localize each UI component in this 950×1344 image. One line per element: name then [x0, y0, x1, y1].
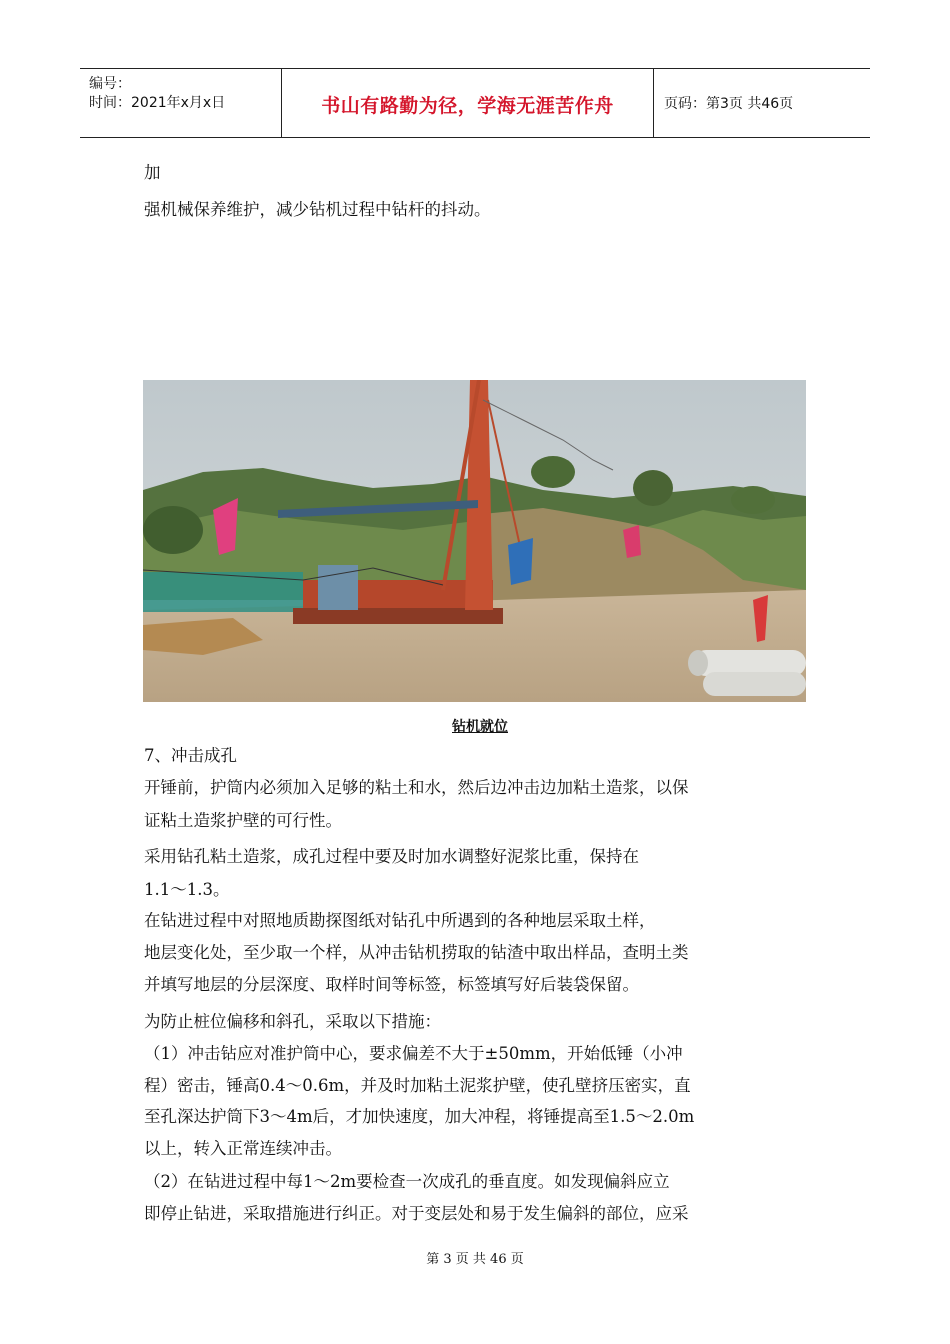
body-line: 程）密击，锤高0.4～0.6m，并及时加粘土泥浆护壁，使孔壁挤压密实，直 — [144, 1076, 691, 1095]
body-line: 为防止桩位偏移和斜孔，采取以下措施： — [144, 1012, 441, 1031]
header-meta-cell — [80, 69, 282, 137]
body-line: 开锤前，护筒内必须加入足够的粘土和水，然后边冲击边加粘土造浆，以保 — [144, 778, 689, 797]
header-motto-cell — [282, 69, 654, 137]
body-line: 加 — [144, 163, 161, 182]
page-header — [80, 68, 870, 138]
body-line: 地层变化处，至少取一个样，从冲击钻机捞取的钻渣中取出样品，查明土类 — [144, 943, 689, 962]
date-label: 时间：2021年x月x日 — [89, 95, 226, 111]
body-line: 至孔深达护筒下3～4m后，才加快速度，加大冲程，将锤提高至1.5～2.0m — [144, 1107, 695, 1126]
page-footer: 第 3 页 共 46 页 — [426, 1252, 524, 1267]
body-line: 1.1～1.3。 — [144, 880, 230, 899]
motto-text: 书山有路勤为径，学海无涯苦作舟 — [321, 95, 614, 117]
header-page-cell — [654, 69, 870, 137]
body-line: （1）冲击钻应对准护筒中心，要求偏差不大于±50mm，开始低锤（小冲 — [144, 1044, 683, 1063]
body-line: 强机械保养维护，减少钻机过程中钻杆的抖动。 — [144, 200, 491, 219]
page-number-label: 页码：第3页 共46页 — [664, 96, 794, 112]
body-line: 即停止钻进，采取措施进行纠正。对于变层处和易于发生偏斜的部位，应采 — [144, 1204, 689, 1223]
body-line: 采用钻孔粘土造浆，成孔过程中要及时加水调整好泥浆比重，保持在 — [144, 847, 639, 866]
body-line: 在钻进过程中对照地质勘探图纸对钻孔中所遇到的各种地层采取土样， — [144, 911, 656, 930]
serial-number-label: 编号： — [89, 76, 131, 92]
section-title: 7、冲击成孔 — [144, 746, 237, 765]
photo-caption: 钻机就位 — [452, 719, 508, 735]
drilling-rig-photo — [143, 380, 806, 702]
body-line: （2）在钻进过程中每1～2m要检查一次成孔的垂直度。如发现偏斜应立 — [144, 1172, 670, 1191]
body-line: 证粘土造浆护壁的可行性。 — [144, 811, 342, 830]
body-line: 并填写地层的分层深度、取样时间等标签，标签填写好后装袋保留。 — [144, 975, 639, 994]
body-line: 以上，转入正常连续冲击。 — [144, 1139, 342, 1158]
